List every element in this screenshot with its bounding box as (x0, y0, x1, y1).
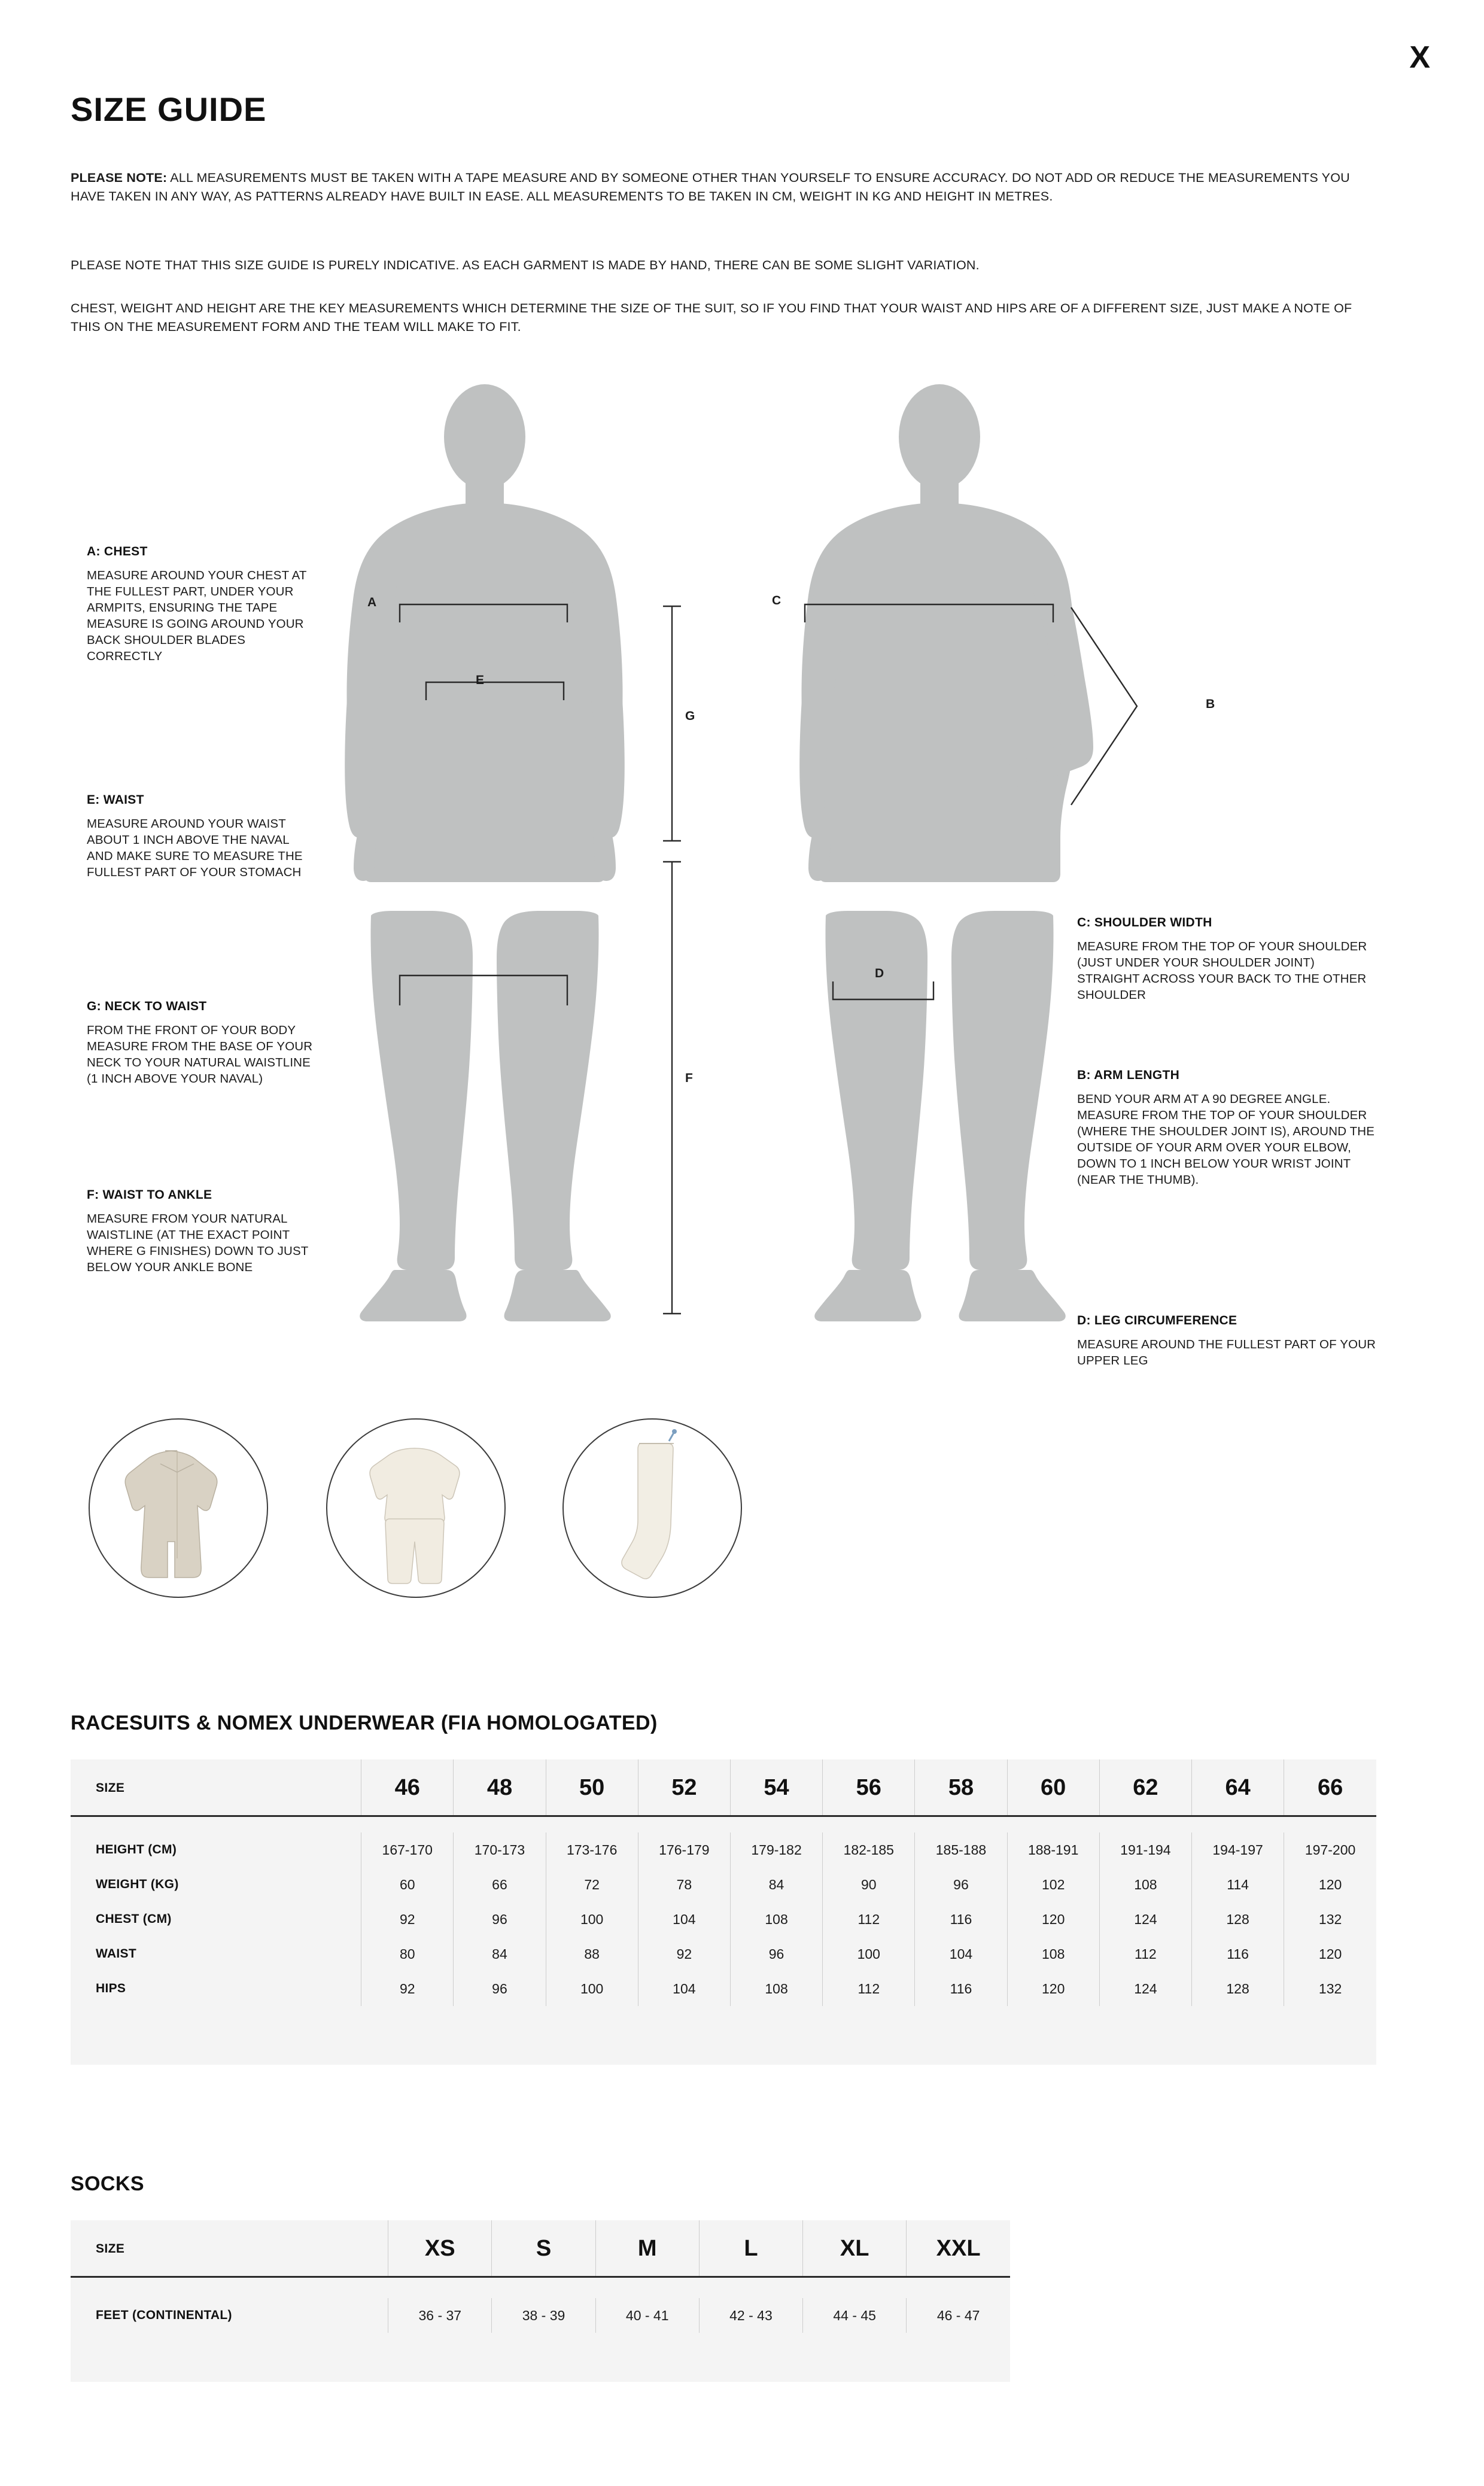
cell-hips-48: 96 (454, 1971, 546, 2006)
table-header-size-48: 48 (454, 1759, 546, 1815)
cell-hips-66: 132 (1284, 1971, 1376, 2006)
table-header-size-54: 54 (730, 1759, 822, 1815)
cell-height-54: 179-182 (730, 1832, 822, 1867)
cell-weight-60: 102 (1007, 1867, 1099, 1902)
diagram-label-b: B (1206, 697, 1215, 711)
annotation-chest-body: MEASURE AROUND YOUR CHEST AT THE FULLEST PART, UNDER YOUR ARMPITS, ENSURING THE TAPE MEASURE IS GOING AROUND YOUR BACK SHOULDER BLADES CORRECTLY (87, 569, 307, 664)
cell-hips-58: 116 (915, 1971, 1007, 2006)
cell-weight-66: 120 (1284, 1867, 1376, 1902)
annotation-shoulder-width-title: C: SHOULDER WIDTH (1077, 916, 1212, 929)
cell-weight-64: 114 (1191, 1867, 1284, 1902)
intro-paragraph-3: CHEST, WEIGHT AND HEIGHT ARE THE KEY MEASUREMENTS WHICH DETERMINE THE SIZE OF THE SUIT, SO IF YOU FIND THAT YOUR WAIST AND HIPS ARE OF A DIFFERENT SIZE, JUST MAKE A NOTE OF THIS ON THE MEASUREMENT FORM AND THE TEAM WILL MAKE TO FIT. (71, 301, 1352, 335)
cell-chest-66: 132 (1284, 1902, 1376, 1937)
cell-hips-64: 128 (1191, 1971, 1284, 2006)
socks-table-title: SOCKS (71, 2172, 144, 2195)
socks-table (71, 2220, 1010, 2333)
cell-waist-60: 108 (1007, 1937, 1099, 1971)
cell-waist-58: 104 (915, 1937, 1007, 1971)
racesuits-table (71, 1759, 1376, 2006)
annotation-waist-to-ankle (87, 1188, 314, 1275)
cell-height-52: 176-179 (638, 1832, 730, 1867)
cell-waist-66: 120 (1284, 1937, 1376, 1971)
cell-chest-54: 108 (730, 1902, 822, 1937)
intro-paragraph-1 (71, 169, 1375, 206)
socks-header-size-l: L (699, 2220, 802, 2276)
table-header-row (71, 1759, 1376, 1815)
intro-paragraph-2: PLEASE NOTE THAT THIS SIZE GUIDE IS PURELY INDICATIVE. AS EACH GARMENT IS MADE BY HAND, THERE CAN BE SOME SLIGHT VARIATION. (71, 258, 980, 272)
row-label-chest: CHEST (CM) (96, 1912, 172, 1926)
annotation-chest-title: A: CHEST (87, 545, 148, 558)
cell-weight-62: 108 (1099, 1867, 1191, 1902)
annotation-waist-to-ankle-body: MEASURE FROM YOUR NATURAL WAISTLINE (AT THE EXACT POINT WHERE G FINISHES) DOWN TO JUST BELOW YOUR ANKLE BONE (87, 1212, 309, 1275)
cell-height-60: 188-191 (1007, 1832, 1099, 1867)
racesuits-size-table (71, 1759, 1376, 2065)
cell-waist-64: 116 (1191, 1937, 1284, 1971)
table-header-size-66: 66 (1284, 1759, 1376, 1815)
table-row-hips (71, 1971, 1376, 2006)
close-icon[interactable]: X (1409, 40, 1430, 75)
socks-table-row-feet (71, 2298, 1010, 2333)
cell-waist-54: 96 (730, 1937, 822, 1971)
cell-hips-46: 92 (361, 1971, 454, 2006)
cell-weight-50: 72 (546, 1867, 638, 1902)
cell-waist-62: 112 (1099, 1937, 1191, 1971)
table-row (71, 1817, 1376, 1832)
annotation-waist-body: MEASURE AROUND YOUR WAIST ABOUT 1 INCH ABOVE THE NAVAL AND MAKE SURE TO MEASURE THE FULLEST PART OF YOUR STOMACH (87, 817, 303, 880)
cell-weight-46: 60 (361, 1867, 454, 1902)
row-label-waist: WAIST (96, 1947, 136, 1961)
cell-chest-62: 124 (1099, 1902, 1191, 1937)
socks-header-size-label: SIZE (96, 2241, 125, 2256)
table-header-size-58: 58 (915, 1759, 1007, 1815)
cell-hips-50: 100 (546, 1971, 638, 2006)
annotation-neck-to-waist-body: FROM THE FRONT OF YOUR BODY MEASURE FROM THE BASE OF YOUR NECK TO YOUR NATURAL WAISTLINE (1 INCH ABOVE YOUR NAVAL) (87, 1023, 313, 1086)
cell-chest-64: 128 (1191, 1902, 1284, 1937)
table-row-height (71, 1832, 1376, 1867)
diagram-label-a: A (367, 595, 377, 609)
table-header-size-label: SIZE (96, 1780, 125, 1795)
page-title: SIZE GUIDE (71, 90, 267, 128)
cell-waist-46: 80 (361, 1937, 454, 1971)
socks-cell-feet-m: 40 - 41 (595, 2298, 699, 2333)
socks-header-size-s: S (492, 2220, 595, 2276)
cell-hips-60: 120 (1007, 1971, 1099, 2006)
annotation-arm-length (1077, 1068, 1376, 1188)
socks-cell-feet-xxl: 46 - 47 (907, 2298, 1010, 2333)
socks-size-table (71, 2220, 1010, 2382)
cell-chest-46: 92 (361, 1902, 454, 1937)
racesuit-thumbnail[interactable] (89, 1418, 268, 1598)
cell-chest-60: 120 (1007, 1902, 1099, 1937)
cell-hips-56: 112 (823, 1971, 915, 2006)
cell-weight-56: 90 (823, 1867, 915, 1902)
cell-hips-52: 104 (638, 1971, 730, 2006)
socks-header-size-xl: XL (803, 2220, 907, 2276)
cell-weight-54: 84 (730, 1867, 822, 1902)
product-thumbnails (0, 1418, 1484, 1616)
table-header-size-50: 50 (546, 1759, 638, 1815)
diagram-label-f: F (685, 1071, 693, 1085)
annotation-arm-length-title: B: ARM LENGTH (1077, 1068, 1180, 1082)
cell-chest-48: 96 (454, 1902, 546, 1937)
cell-weight-52: 78 (638, 1867, 730, 1902)
annotation-chest (87, 545, 314, 664)
racesuits-table-title: RACESUITS & NOMEX UNDERWEAR (FIA HOMOLOGATED) (71, 1712, 658, 1734)
socks-cell-feet-xl: 44 - 45 (803, 2298, 907, 2333)
socks-cell-feet-xs: 36 - 37 (388, 2298, 492, 2333)
cell-height-50: 173-176 (546, 1832, 638, 1867)
cell-chest-50: 100 (546, 1902, 638, 1937)
cell-hips-62: 124 (1099, 1971, 1191, 2006)
cell-weight-48: 66 (454, 1867, 546, 1902)
annotation-waist-to-ankle-title: F: WAIST TO ANKLE (87, 1188, 212, 1202)
diagram-label-g: G (685, 709, 695, 723)
cell-height-48: 170-173 (454, 1832, 546, 1867)
measurement-diagram (0, 383, 1484, 1388)
diagram-label-d: D (875, 967, 884, 980)
cell-chest-56: 112 (823, 1902, 915, 1937)
annotation-leg-circumference-body: MEASURE AROUND THE FULLEST PART OF YOUR UPPER LEG (1077, 1338, 1376, 1368)
cell-height-46: 167-170 (361, 1832, 454, 1867)
annotation-waist-title: E: WAIST (87, 793, 144, 807)
cell-height-66: 197-200 (1284, 1832, 1376, 1867)
intro-paragraph-1-text: ALL MEASUREMENTS MUST BE TAKEN WITH A TAPE MEASURE AND BY SOMEONE OTHER THAN YOURSELF TO ENSURE ACCURACY. DO NOT ADD OR REDUCE THE MEASUREMENTS YOU HAVE TAKEN IN ANY WAY, AS PATTERNS ALREADY HAVE BUILT IN EASE. ALL MEASUREMENTS TO BE TAKEN IN CM, WEIGHT IN KG AND HEIGHT IN METRES. (71, 171, 1350, 204)
cell-weight-58: 96 (915, 1867, 1007, 1902)
table-row-waist (71, 1937, 1376, 1971)
table-header-size-62: 62 (1099, 1759, 1191, 1815)
row-label-hips: HIPS (96, 1981, 126, 1995)
diagram-label-e: E (476, 673, 485, 687)
socks-cell-feet-l: 42 - 43 (699, 2298, 802, 2333)
cell-waist-56: 100 (823, 1937, 915, 1971)
cell-height-56: 182-185 (823, 1832, 915, 1867)
socks-cell-feet-s: 38 - 39 (492, 2298, 595, 2333)
cell-height-64: 194-197 (1191, 1832, 1284, 1867)
table-header-size-56: 56 (823, 1759, 915, 1815)
nomex-underwear-thumbnail[interactable] (326, 1418, 506, 1598)
diagram-label-c: C (772, 594, 781, 607)
cell-height-62: 191-194 (1099, 1832, 1191, 1867)
cell-waist-48: 84 (454, 1937, 546, 1971)
table-row-chest (71, 1902, 1376, 1937)
socks-header-size-m: M (595, 2220, 699, 2276)
annotation-neck-to-waist-title: G: NECK TO WAIST (87, 999, 207, 1013)
annotation-neck-to-waist (87, 999, 314, 1087)
cell-hips-54: 108 (730, 1971, 822, 2006)
socks-table-header-row (71, 2220, 1010, 2276)
table-header-size-46: 46 (361, 1759, 454, 1815)
intro-please-note-label: PLEASE NOTE: (71, 171, 168, 185)
row-label-weight: WEIGHT (KG) (96, 1877, 179, 1891)
table-header-size-60: 60 (1007, 1759, 1099, 1815)
row-label-height: HEIGHT (CM) (96, 1843, 177, 1856)
table-row (71, 2278, 1010, 2298)
cell-chest-52: 104 (638, 1902, 730, 1937)
annotation-shoulder-width-body: MEASURE FROM THE TOP OF YOUR SHOULDER (JUST UNDER YOUR SHOULDER JOINT) STRAIGHT ACROSS YOUR BACK TO THE OTHER SHOULDER (1077, 940, 1367, 1002)
cell-chest-58: 116 (915, 1902, 1007, 1937)
table-header-size-64: 64 (1191, 1759, 1284, 1815)
annotation-leg-circumference-title: D: LEG CIRCUMFERENCE (1077, 1314, 1237, 1327)
annotation-arm-length-body: BEND YOUR ARM AT A 90 DEGREE ANGLE. MEASURE FROM THE TOP OF YOUR SHOULDER (WHERE THE SHOULDER JOINT IS), AROUND THE OUTSIDE OF YOUR ARM OVER YOUR ELBOW, DOWN TO 1 INCH BELOW YOUR WRIST JOINT (NEAR THE THUMB). (1077, 1092, 1375, 1187)
table-row-weight (71, 1867, 1376, 1902)
annotation-shoulder-width (1077, 916, 1376, 1003)
socks-row-label-feet: FEET (CONTINENTAL) (96, 2308, 232, 2322)
socks-header-size-xxl: XXL (907, 2220, 1010, 2276)
cell-waist-52: 92 (638, 1937, 730, 1971)
annotation-waist (87, 793, 314, 880)
table-header-size-52: 52 (638, 1759, 730, 1815)
annotation-leg-circumference (1077, 1314, 1376, 1369)
socks-header-size-xs: XS (388, 2220, 492, 2276)
nomex-sock-thumbnail[interactable] (562, 1418, 742, 1598)
cell-waist-50: 88 (546, 1937, 638, 1971)
cell-height-58: 185-188 (915, 1832, 1007, 1867)
